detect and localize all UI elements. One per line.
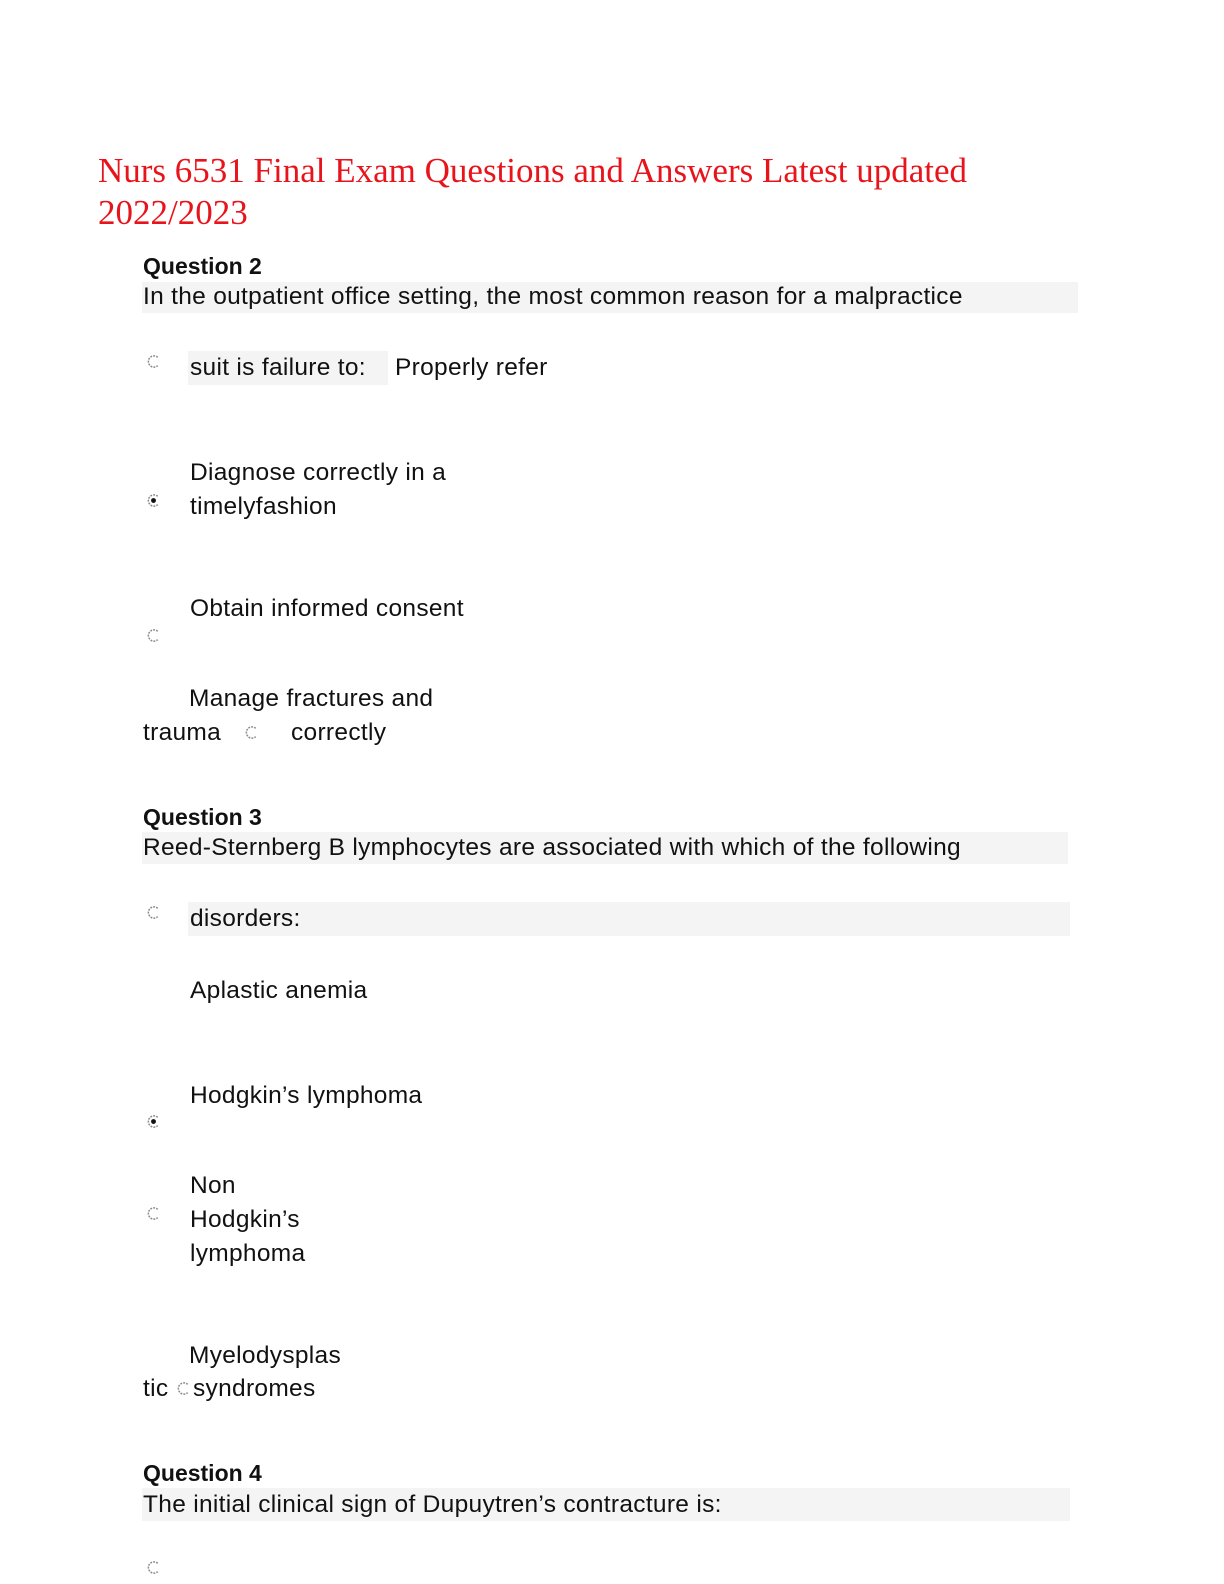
radio-selected-icon[interactable] — [146, 1114, 161, 1129]
question-2-heading: Question 2 — [143, 253, 262, 279]
question-2-option-c: Obtain informed consent — [190, 595, 464, 622]
radio-button-icon[interactable] — [146, 1560, 161, 1575]
radio-button-icon[interactable] — [146, 628, 161, 643]
radio-selected-icon[interactable] — [146, 493, 161, 508]
radio-button-icon[interactable] — [146, 905, 161, 920]
question-3-option-a: Aplastic anemia — [190, 977, 368, 1004]
question-2-option-d-line-3: correctly — [291, 719, 387, 746]
question-3-option-d-line-2: tic — [143, 1375, 169, 1402]
question-3-heading: Question 3 — [143, 804, 262, 830]
question-3-option-d-line-3: syndromes — [193, 1375, 316, 1402]
question-2-option-b-line-2: timelyfashion — [190, 493, 337, 520]
question-2-stem-line-1: In the outpatient office setting, the most common reason for a malpractice — [143, 283, 963, 310]
radio-button-icon[interactable] — [146, 1206, 161, 1221]
radio-button-icon[interactable] — [146, 354, 161, 369]
question-4-stem-line-1: The initial clinical sign of Dupuytren’s contracture is: — [143, 1491, 722, 1518]
question-2-option-d-line-1: Manage fractures and — [189, 685, 434, 712]
question-3-stem-highlight-2 — [188, 902, 1070, 936]
question-3-option-b: Hodgkin’s lymphoma — [190, 1082, 423, 1109]
question-3-stem-line-2: disorders: — [190, 905, 301, 932]
question-3-option-d-line-1: Myelodysplas — [189, 1342, 342, 1369]
question-2-option-b-line-1: Diagnose correctly in a — [190, 459, 447, 486]
question-3-option-c-line-1: Non — [190, 1172, 236, 1199]
radio-button-icon[interactable] — [244, 725, 259, 740]
document-title-line-1: Nurs 6531 Final Exam Questions and Answers Latest updated — [98, 151, 968, 190]
question-3-stem-line-1: Reed-Sternberg B lymphocytes are associated with which of the following — [143, 834, 961, 861]
question-3-option-c-line-3: lymphoma — [190, 1240, 306, 1267]
question-2-option-a: Properly refer — [395, 354, 548, 381]
radio-button-icon[interactable] — [176, 1381, 191, 1396]
question-3-option-c-line-2: Hodgkin’s — [190, 1206, 300, 1233]
question-4-heading: Question 4 — [143, 1460, 262, 1486]
document-title-line-2: 2022/2023 — [98, 193, 248, 232]
question-2-option-d-line-2: trauma — [143, 719, 222, 746]
question-2-stem-line-2: suit is failure to: — [190, 354, 366, 381]
